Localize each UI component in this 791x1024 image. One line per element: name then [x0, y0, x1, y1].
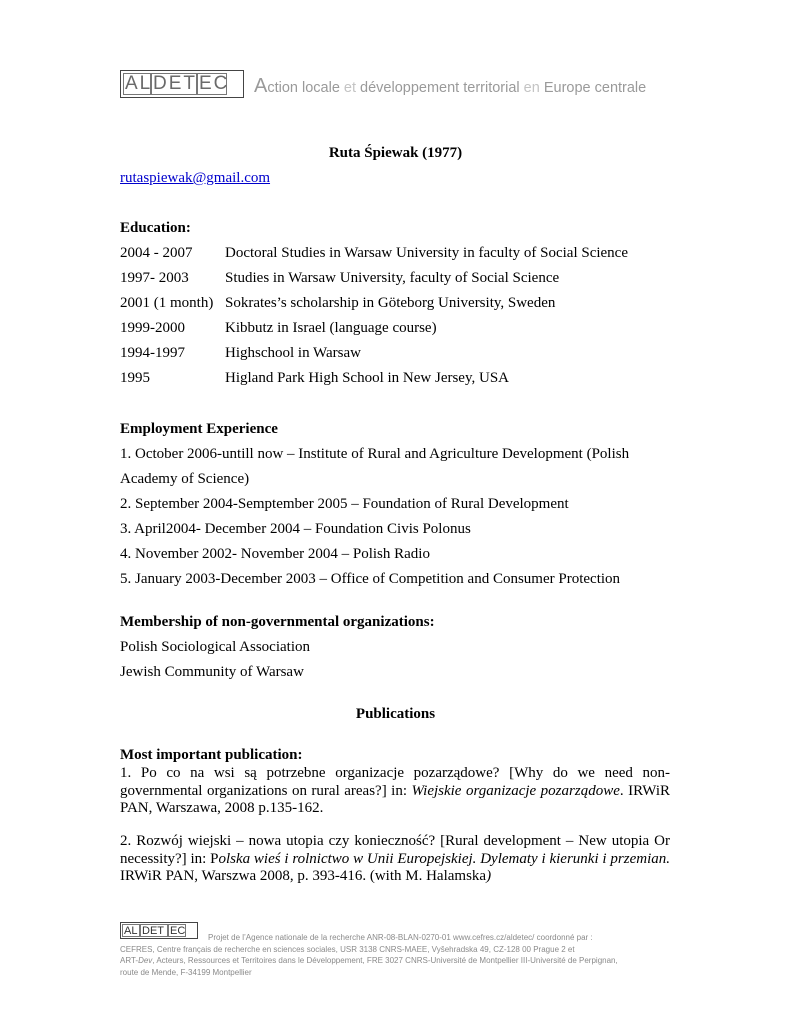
education-date: 2001 (1 month) — [120, 295, 214, 311]
employment-line: 2. September 2004-Semptember 2005 – Foundation of Rural Development — [120, 496, 569, 512]
education-heading: Education: — [120, 220, 191, 236]
tagline-part: et — [343, 80, 361, 96]
publication-2-text: 2. Rozwój wiejski – nowa utopia czy konieczność? [Rural development – New utopia Or necessity?] in: P — [120, 833, 670, 867]
employment-line: 3. April2004- December 2004 – Foundation Civis Polonus — [120, 521, 471, 537]
employment-line: Academy of Science) — [120, 471, 250, 487]
education-desc: Kibbutz in Israel (language course) — [225, 320, 437, 336]
footer-line-2: CEFRES, Centre français de recherche en sciences sociales, USR 3138 CNRS-MAEE, Vyšehradska 49, CZ-128 00 Prague 2 et — [120, 944, 575, 954]
tagline-part: Europe centrale — [543, 80, 647, 96]
footer-line-3a: ART- — [120, 956, 139, 965]
publication-1-title: Wiejskie organizacje pozarządowe — [411, 782, 620, 799]
tagline-part: ction locale — [267, 80, 344, 96]
tagline-part: développement territorial — [360, 80, 524, 96]
logo-segment-al: AL — [125, 73, 153, 94]
education-desc: Doctoral Studies in Warsaw University in faculty of Social Science — [225, 245, 629, 261]
tagline-part: en — [523, 80, 544, 96]
education-desc: Higland Park High School in New Jersey, USA — [225, 370, 509, 386]
membership-heading: Membership of non-governmental organizations: — [120, 614, 435, 630]
employment-line: 4. November 2002- November 2004 – Polish Radio — [120, 546, 430, 562]
education-date: 1994-1997 — [120, 345, 185, 361]
employment-line: 5. January 2003-December 2003 – Office of Competition and Consumer Protection — [120, 571, 621, 587]
footer-line-3-italic: Dev — [138, 956, 153, 965]
education-date: 1999-2000 — [120, 320, 185, 336]
tagline — [254, 75, 646, 98]
education-date: 1997- 2003 — [120, 270, 189, 286]
footer-logo-segment-al: AL — [122, 924, 140, 937]
education-date: 2004 - 2007 — [120, 245, 193, 261]
education-desc: Studies in Warsaw University, faculty of Social Science — [225, 270, 560, 286]
employment-heading: Employment Experience — [120, 421, 278, 437]
education-desc: Highschool in Warsaw — [225, 345, 361, 361]
publication-1-source: . IRWiR PAN, Warszawa, 2008 p.135-162. — [120, 782, 671, 816]
publication-2-title: olska wieś i rolnictwo w Unii Europejskiej. Dylematy i kierunki i przemian. — [218, 850, 670, 867]
publications-heading: Publications — [355, 706, 436, 722]
membership-item: Polish Sociological Association — [120, 639, 310, 655]
footer-line-4: route de Mende, F-34199 Montpellier — [120, 967, 252, 977]
publication-2 — [120, 833, 670, 886]
person-name: Ruta Śpiewak (1977) — [328, 145, 463, 161]
footer-line-1: Projet de l’Agence nationale de la recherche ANR-08-BLAN-0270-01 www.cefres.cz/aldetec/ coordonné par : — [208, 933, 593, 942]
logo-segment-det: DET — [153, 73, 197, 94]
publication-1 — [120, 765, 670, 818]
education-desc: Sokrates’s scholarship in Göteborg University, Sweden — [225, 295, 556, 311]
email-link[interactable]: rutaspiewak@gmail.com — [120, 170, 271, 186]
membership-item: Jewish Community of Warsaw — [120, 664, 304, 680]
aldetec-logo — [120, 70, 244, 98]
footer-line-3b: , Acteurs, Ressources et Territoires dans le Développement, FRE 3027 CNRS-Université de Montpellier III-Université de Perpignan, — [152, 956, 618, 965]
tagline-part: A — [254, 75, 268, 97]
publications-subheading: Most important publication: — [120, 747, 303, 763]
logo-segment-ec: EC — [199, 73, 230, 94]
footer-logo-segment-ec: EC — [170, 925, 186, 937]
publication-2-close: ) — [486, 868, 492, 884]
education-date: 1995 — [120, 370, 150, 386]
footer-logo-segment-det: DET — [140, 924, 168, 937]
publication-2-source: IRWiR PAN, Warszwa 2008, p. 393-416. (with M. Halamska — [120, 868, 487, 884]
publication-1-text: 1. Po co na wsi są potrzebne organizacje pozarządowe? [Why do we need non-governmental organizations on rural areas?] in: — [120, 765, 670, 799]
footer-text — [120, 932, 680, 978]
employment-line: 1. October 2006-untill now – Institute of Rural and Agriculture Development (Polish — [120, 446, 630, 462]
